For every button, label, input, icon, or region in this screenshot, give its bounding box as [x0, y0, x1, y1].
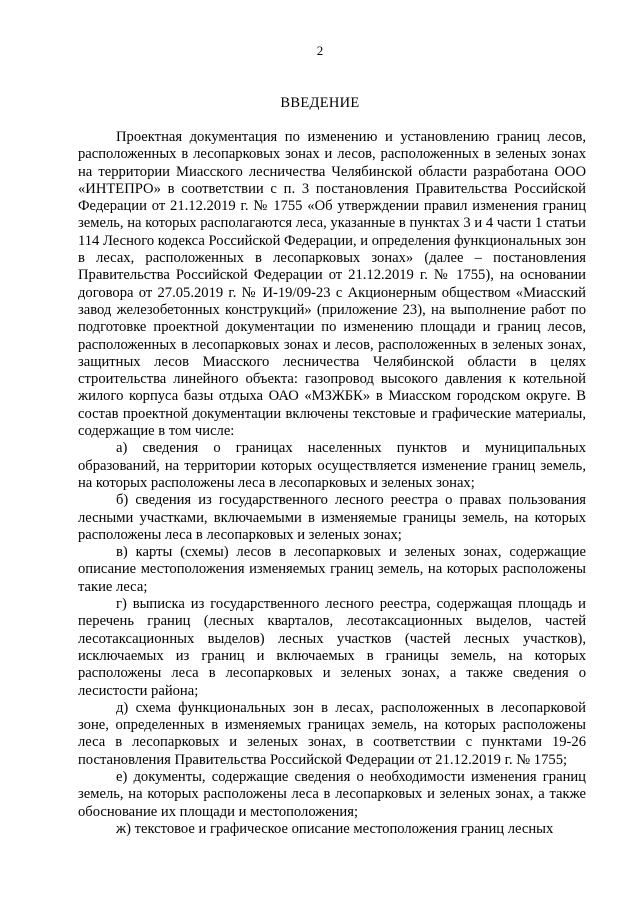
- list-item-d: д) схема функциональных зон в лесах, расположенных в лесопарковой зоне, определенных в изменяемых границах земель, на которых расположены леса в лесопарковых и зеленых зонах, в соответствии с пунктами 19-26 постановления Правительства Российской Федерации от 21.12.2019 г. № 1755;: [78, 699, 586, 768]
- list-item-v: в) карты (схемы) лесов в лесопарковых и зеленых зонах, содержащие описание местоположения изменяемых границ земель, на которых расположены такие леса;: [78, 544, 586, 595]
- list-item-b: б) сведения из государственного лесного реестра о правах пользования лесными участками, включаемыми в изменяемые границы земель, на которых расположены леса в лесопарковых и зеленых зонах;: [78, 492, 586, 543]
- section-heading: ВВЕДЕНИЕ: [280, 95, 360, 111]
- list-item-zh: ж) текстовое и графическое описание местоположения границ лесных: [116, 820, 554, 837]
- list-item-g: г) выписка из государственного лесного реестра, содержащая площадь и перечень границ (лесных кварталов, лесотаксационных выделов, частей лесотаксационных выделов) лесных участков (частей лесных участков), исключаемых из границ и включаемых в границы земель, на которых расположены леса в лесопарковых и зеленых зонах, а также сведения о лесистости района;: [78, 596, 586, 699]
- list-item-e: е) документы, содержащие сведения о необходимости изменения границ земель, на которых расположены леса в лесопарковых и зеленых зонах, а также обоснование их площади и местоположения;: [78, 768, 586, 820]
- list-item-a: а) сведения о границах населенных пунктов и муниципальных образований, на территории которых осуществляется изменение границ земель, на которых расположены леса в лесопарковых и зеленых зонах;: [78, 440, 586, 491]
- page-number: 2: [316, 43, 324, 58]
- document-body: [78, 129, 586, 838]
- intro-paragraph: Проектная документация по изменению и установлению границ лесов, расположенных в лесопарковых зонах и лесов, расположенных в зеленых зонах на территории Миасского лесничества Челябинской области разработана ООО «ИНТЕПРО» в соответствии с п. 3 постановления Правительства Российской Федерации от 21.12.2019 г. № 1755 «Об утверждении правил изменения границ земель, на которых располагаются леса, указанные в пунктах 3 и 4 части 1 статьи 114 Лесного кодекса Российской Федерации, и определения функциональных зон в лесах, расположенных в лесопарковых зонах» (далее – постановления Правительства Российской Федерации от 21.12.2019 г. № 1755), на основании договора от 27.05.2019 г. № И-19/09-23 с Акционерным обществом «Миасский завод железобетонных конструкций» (приложение 23), на выполнение работ по подготовке проектной документации по изменению площади и границ лесов, расположенных в лесопарковых зонах и лесов, расположенных в зеленых зонах, защитных лесов Миасского лесничества Челябинской области в целях строительства линейного объекта: газопровод высокого давления к котельной жилого корпуса базы отдыха ОАО «МЗЖБК» в Миасском городском округе. В состав проектной документации включены текстовые и графические материалы, содержащие в том числе:: [78, 129, 586, 440]
